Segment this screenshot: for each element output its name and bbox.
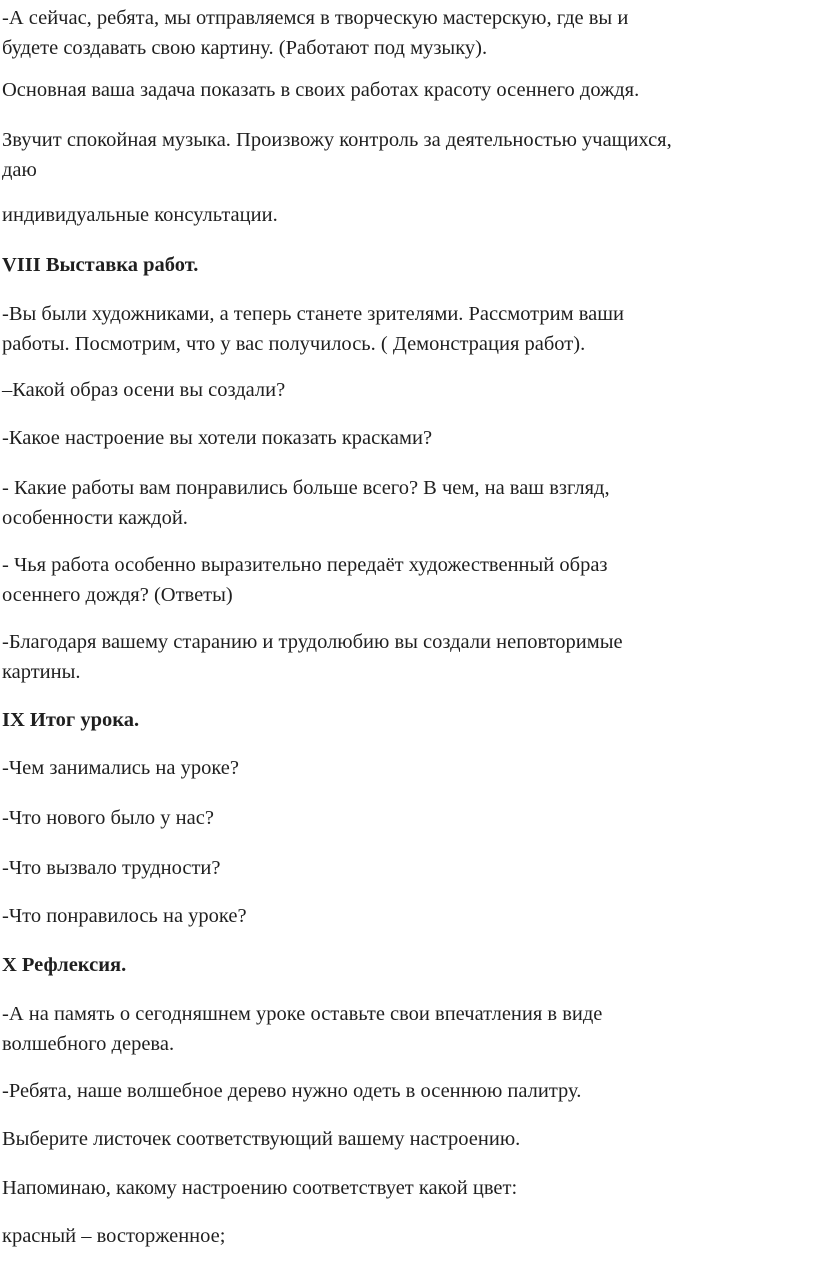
paragraph-memory-line-2: волшебного дерева.: [2, 1033, 175, 1055]
paragraph-praise-line-2: картины.: [2, 661, 81, 683]
paragraph-consultations: индивидуальные консультации.: [2, 204, 278, 226]
question-expressive-line-1: - Чья работа особенно выразительно передаёт художественный образ: [2, 554, 608, 576]
paragraph-task: Основная ваша задача показать в своих работах красоту осеннего дождя.: [2, 79, 640, 101]
heading-lesson-summary: IX Итог урока.: [2, 709, 140, 731]
question-liked: -Что понравилось на уроке?: [2, 905, 247, 927]
paragraph-memory-line-1: -А на память о сегодняшнем уроке оставьте свои впечатления в виде: [2, 1003, 603, 1025]
paragraph-viewers-line-1: -Вы были художниками, а теперь станете зрителями. Рассмотрим ваши: [2, 303, 624, 325]
paragraph-magic-tree: -Ребята, наше волшебное дерево нужно одеть в осеннюю палитру.: [2, 1080, 582, 1102]
paragraph-viewers-line-2: работы. Посмотрим, что у вас получилось. ( Демонстрация работ).: [2, 333, 586, 355]
paragraph-choose-leaf: Выберите листочек соответствующий вашему настроению.: [2, 1128, 521, 1150]
question-favorite-line-2: особенности каждой.: [2, 507, 188, 529]
paragraph-workshop-line-2: будете создавать свою картину. (Работают под музыку).: [2, 37, 488, 59]
paragraph-music-line-1: Звучит спокойная музыка. Произвожу контроль за деятельностью учащихся,: [2, 129, 672, 151]
paragraph-praise-line-1: -Благодаря вашему старанию и трудолюбию вы создали неповторимые: [2, 631, 623, 653]
question-difficulties: -Что вызвало трудности?: [2, 857, 221, 879]
paragraph-color-reminder: Напоминаю, какому настроению соответствует какой цвет:: [2, 1177, 518, 1199]
paragraph-music-line-2: даю: [2, 159, 37, 181]
question-favorite-line-1: - Какие работы вам понравились больше всего? В чем, на ваш взгляд,: [2, 477, 610, 499]
question-autumn-image: –Какой образ осени вы создали?: [2, 379, 286, 401]
paragraph-workshop-line-1: -А сейчас, ребята, мы отправляемся в творческую мастерскую, где вы и: [2, 7, 629, 29]
question-expressive-line-2: осеннего дождя? (Ответы): [2, 584, 233, 606]
question-what-did: -Чем занимались на уроке?: [2, 757, 239, 779]
paragraph-red-color: красный – восторженное;: [2, 1225, 226, 1247]
question-mood: -Какое настроение вы хотели показать красками?: [2, 427, 433, 449]
question-what-new: -Что нового было у нас?: [2, 807, 214, 829]
heading-exhibition: VIII Выставка работ.: [2, 254, 199, 276]
heading-reflection: X Рефлексия.: [2, 954, 127, 976]
